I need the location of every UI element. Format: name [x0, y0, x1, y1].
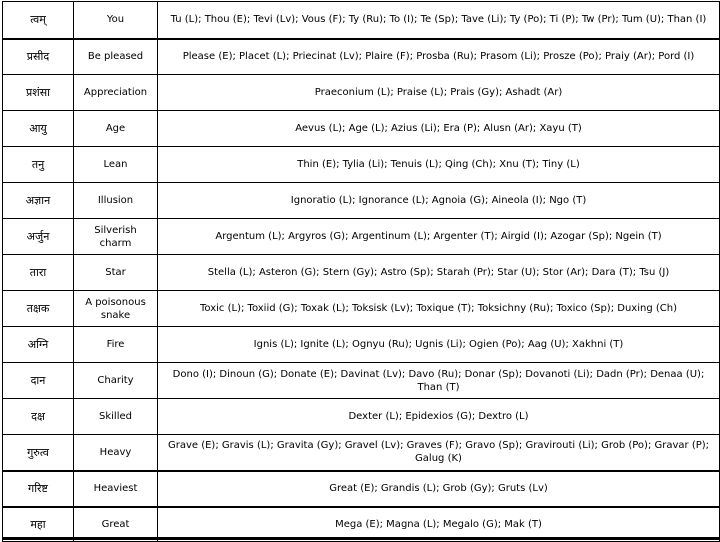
table-row: [3, 2, 720, 39]
meaning: Skilled: [74, 399, 158, 435]
sanskrit-word: आयु: [3, 111, 74, 147]
meaning: Heavy: [74, 435, 158, 471]
meaning: Lean: [74, 147, 158, 183]
sanskrit-word: दक्ष: [3, 399, 74, 435]
sanskrit-word: अर्जुन: [3, 219, 74, 255]
cognates: Dexter (L); Epidexios (G); Dextro (L): [158, 399, 720, 435]
meaning: Be pleased: [74, 39, 158, 75]
meaning: Fire: [74, 327, 158, 363]
cognates: Ignis (L); Ignite (L); Ognyu (Ru); Ugnis (Li); Ogien (Po); Aag (U); Xakhni (T): [158, 327, 720, 363]
meaning: Illusion: [74, 183, 158, 219]
meaning: Age: [74, 111, 158, 147]
table-row: [3, 255, 720, 291]
table-row: [3, 327, 720, 363]
meaning: A poisonous snake: [74, 291, 158, 327]
meaning: Appreciation: [74, 75, 158, 111]
cognates: Praeconium (L); Praise (L); Prais (Gy); Ashadt (Ar): [158, 75, 720, 111]
table-row: [3, 183, 720, 219]
sanskrit-word: गरिष्ट: [3, 471, 74, 507]
sanskrit-word: तनु: [3, 147, 74, 183]
cognates: Tu (L); Thou (E); Tevi (Lv); Vous (F); Ty (Ru); To (I); Te (Sp); Tave (Li); Ty (Po); Ti (P); Tw (Pr); Tum (U); Than (I): [158, 2, 720, 39]
sanskrit-word: अज्ञान: [3, 183, 74, 219]
sanskrit-word: प्रशंसा: [3, 75, 74, 111]
cognates: Mega (E); Magna (L); Megalo (G); Mak (T): [158, 507, 720, 542]
meaning: Silverish charm: [74, 219, 158, 255]
table-row: [3, 291, 720, 327]
cognates: Thin (E); Tylia (Li); Tenuis (L); Qing (Ch); Xnu (T); Tiny (L): [158, 147, 720, 183]
cognates: Ignoratio (L); Ignorance (L); Agnoia (G); Aineola (I); Ngo (T): [158, 183, 720, 219]
sanskrit-word: दान: [3, 363, 74, 399]
meaning: You: [74, 2, 158, 39]
sanskrit-word: महा: [3, 507, 74, 542]
sanskrit-word: तारा: [3, 255, 74, 291]
table-row: [3, 399, 720, 435]
meaning: Charity: [74, 363, 158, 399]
cognates: Aevus (L); Age (L); Azius (Li); Era (P); Alusn (Ar); Xayu (T): [158, 111, 720, 147]
table-row: [3, 39, 720, 75]
table-row: [3, 111, 720, 147]
sanskrit-word: अग्नि: [3, 327, 74, 363]
table-row: [3, 471, 720, 507]
word-cognates-table: [2, 1, 720, 542]
cognates: Great (E); Grandis (L); Grob (Gy); Gruts (Lv): [158, 471, 720, 507]
cognates: Argentum (L); Argyros (G); Argentinum (L); Argenter (T); Airgid (I); Azogar (Sp); Ngein (T): [158, 219, 720, 255]
table-row: [3, 147, 720, 183]
sanskrit-word: त्वम्: [3, 2, 74, 39]
cognates: Grave (E); Gravis (L); Gravita (Gy); Gravel (Lv); Graves (F); Gravo (Sp); Gravirouti (Li); Grob (Po); Gravar (P); Galug (K): [158, 435, 720, 471]
meaning: Star: [74, 255, 158, 291]
table-row: [3, 75, 720, 111]
cognates: Please (E); Placet (L); Priecinat (Lv); Plaire (F); Prosba (Ru); Prasom (Li); Prosze (Po); Praiy (Ar); Pord (I): [158, 39, 720, 75]
table-row: [3, 219, 720, 255]
cognates: Dono (I); Dinoun (G); Donate (E); Davinat (Lv); Davo (Ru); Donar (Sp); Dovanoti (Li); Dadn (Pr); Denaa (U); Than (T): [158, 363, 720, 399]
table-row: [3, 363, 720, 399]
meaning: Heaviest: [74, 471, 158, 507]
table-row: [3, 435, 720, 471]
sanskrit-word: गुरुत्व: [3, 435, 74, 471]
sanskrit-word: प्रसीद: [3, 39, 74, 75]
sanskrit-word: तक्षक: [3, 291, 74, 327]
meaning: Great: [74, 507, 158, 542]
cognates: Stella (L); Asteron (G); Stern (Gy); Astro (Sp); Starah (Pr); Star (U); Stor (Ar); Dara (T); Tsu (J): [158, 255, 720, 291]
cognates: Toxic (L); Toxiid (G); Toxak (L); Toksisk (Lv); Toxique (T); Toksichny (Ru); Toxico (Sp); Duxing (Ch): [158, 291, 720, 327]
